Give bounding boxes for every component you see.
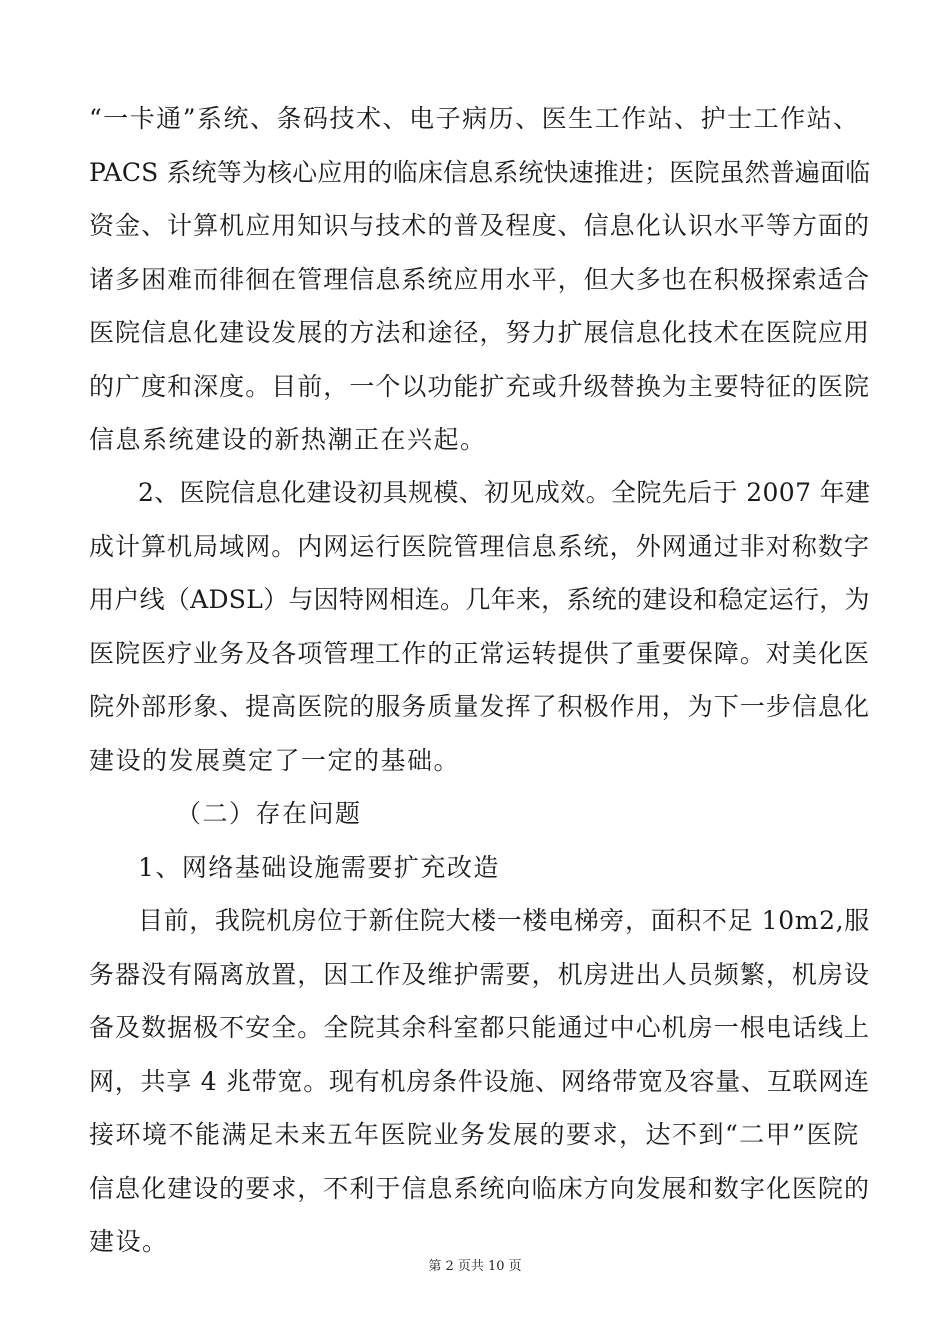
paragraph-line: 建设。 — [89, 1227, 169, 1256]
paragraph-line: 诸多困难而徘徊在管理信息系统应用水平，但大多也在积极探索适合 — [89, 265, 871, 294]
paragraph-line: 务器没有隔离放置，因工作及维护需要，机房进出人员频繁，机房设 — [89, 960, 871, 989]
paragraph-line: 2、医院信息化建设初具规模、初见成效。全院先后于 2007 年建 — [138, 478, 871, 507]
paragraph-line: 接环境不能满足未来五年医院业务发展的要求，达不到“二甲”医院 — [89, 1120, 860, 1149]
paragraph-line: 建设的发展奠定了一定的基础。 — [89, 746, 461, 775]
paragraph-line: 资金、计算机应用知识与技术的普及程度、信息化认识水平等方面的 — [89, 211, 871, 240]
paragraph-line: 信息化建设的要求，不利于信息系统向临床方向发展和数字化医院的 — [89, 1174, 871, 1203]
paragraph-line: 医院信息化建设发展的方法和途径，努力扩展信息化技术在医院应用 — [89, 318, 871, 347]
paragraph-line: 院外部形象、提高医院的服务质量发挥了积极作用，为下一步信息化 — [89, 692, 871, 721]
paragraph-line: 用户线（ADSL）与因特网相连。几年来，系统的建设和稳定运行，为 — [89, 585, 870, 614]
paragraph-line: “一卡通”系统、条码技术、电子病历、医生工作站、护士工作站、 — [89, 104, 860, 133]
paragraph-line: 信息系统建设的新热潮正在兴起。 — [89, 425, 487, 454]
subsection-heading: 1、网络基础设施需要扩充改造 — [138, 853, 500, 882]
paragraph-line: 成计算机局域网。内网运行医院管理信息系统，外网通过非对称数字 — [89, 532, 871, 561]
paragraph-line: PACS 系统等为核心应用的临床信息系统快速推进；医院虽然普遍面临 — [89, 158, 871, 187]
paragraph-line: 的广度和深度。目前，一个以功能扩充或升级替换为主要特征的医院 — [89, 372, 871, 401]
section-heading: （二）存在问题 — [176, 799, 362, 828]
paragraph-line: 网，共享 4 兆带宽。现有机房条件设施、网络带宽及容量、互联网连 — [89, 1067, 870, 1096]
page-number-footer: 第 2 页共 10 页 — [428, 1259, 522, 1274]
paragraph-line: 目前，我院机房位于新住院大楼一楼电梯旁，面积不足 10m2,服 — [138, 906, 870, 935]
paragraph-line: 医院医疗业务及各项管理工作的正常运转提供了重要保障。对美化医 — [89, 639, 871, 668]
paragraph-line: 备及数据极不安全。全院其余科室都只能通过中心机房一根电话线上 — [89, 1013, 871, 1042]
